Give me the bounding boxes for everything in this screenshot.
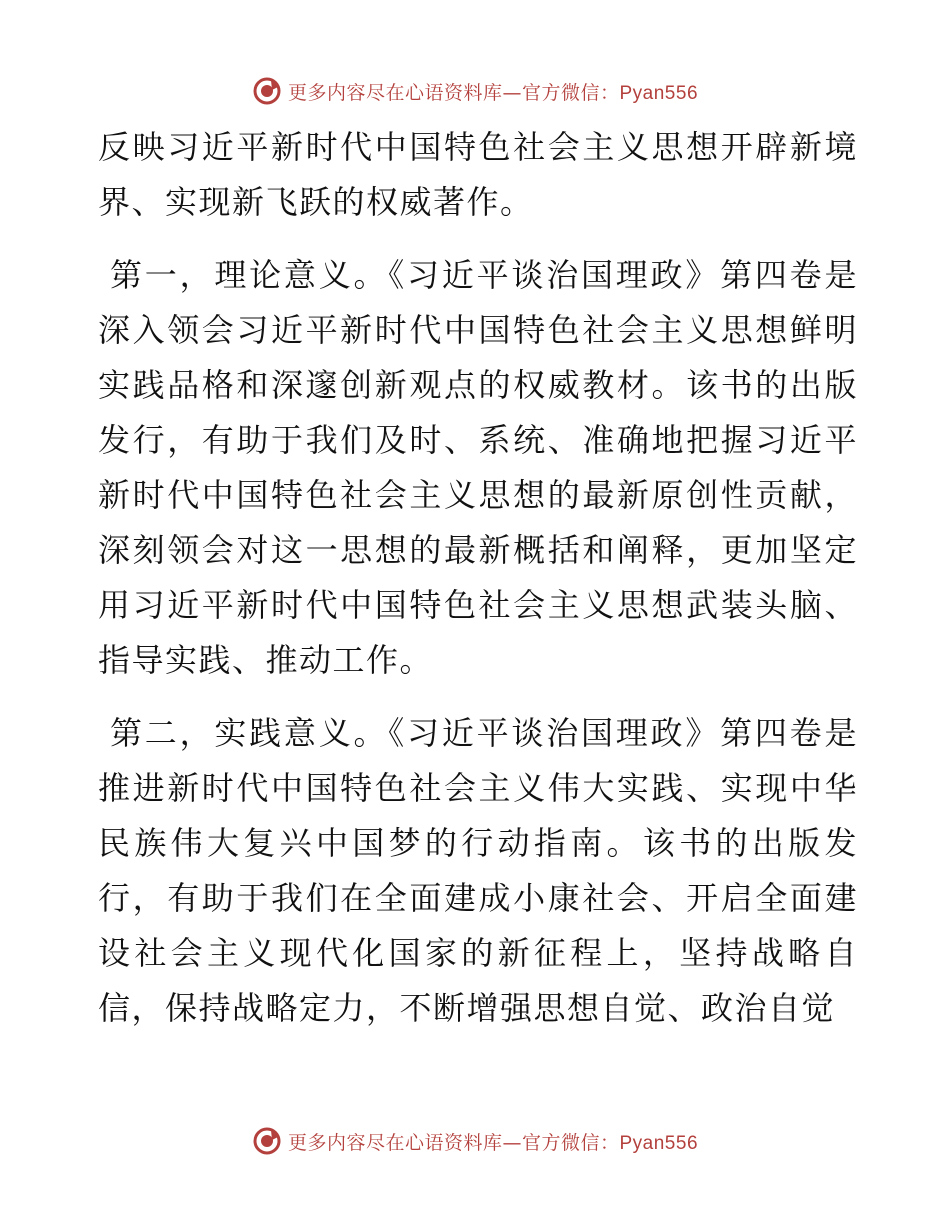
footer-watermark-banner xyxy=(0,1123,950,1159)
brand-logo-icon xyxy=(252,1126,282,1156)
watermark-text: 更多内容尽在心语资料库—官方微信：Pyan556 xyxy=(287,81,699,104)
paragraph-2: 第一，理论意义。《习近平谈治国理政》第四卷是深入领会习近平新时代中国特色社会主义思想鲜明实践品格和深邃创新观点的权威教材。该书的出版发行，有助于我们及时、系统、准确地把握习近平新时代中国特色社会主义思想的最新原创性贡献，深刻领会对这一思想的最新概括和阐释，更加坚定用习近平新时代中国特色社会主义思想武装头脑、指导实践、推动工作。 xyxy=(98,256,858,679)
header-watermark-banner xyxy=(0,73,950,109)
document-body xyxy=(98,120,858,1036)
paragraph-3: 第二，实践意义。《习近平谈治国理政》第四卷是推进新时代中国特色社会主义伟大实践、实现中华民族伟大复兴中国梦的行动指南。该书的出版发行，有助于我们在全面建成小康社会、开启全面建设社会主义现代化国家的新征程上，坚持战略自信，保持战略定力，不断增强思想自觉、政治自觉 xyxy=(98,714,858,1027)
paragraph-1: 反映习近平新时代中国特色社会主义思想开辟新境界、实现新飞跃的权威著作。 xyxy=(98,128,858,221)
watermark-text: 更多内容尽在心语资料库—官方微信：Pyan556 xyxy=(287,1131,699,1154)
brand-logo-icon xyxy=(252,76,282,106)
